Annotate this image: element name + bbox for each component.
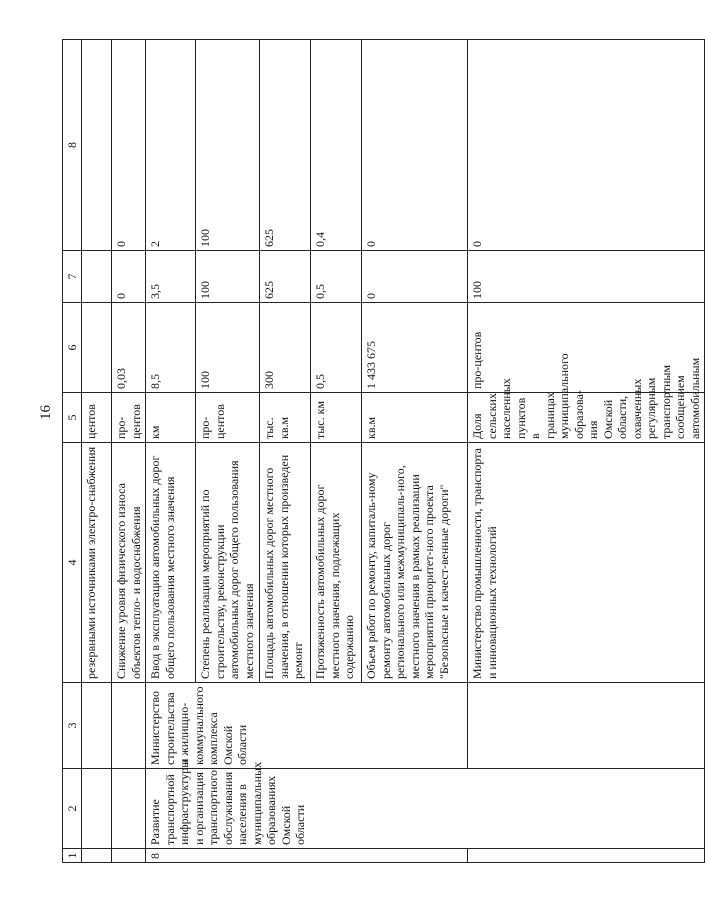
row-number-cell <box>112 849 146 863</box>
ministry-cell <box>82 683 112 769</box>
unit-cell: про-центов <box>112 393 146 443</box>
value-cell: 0 <box>362 40 468 251</box>
header-cell: 3 <box>63 683 82 769</box>
indicator-cell: Степень реализации мероприятий по строительству, реконструкции автомобильных дорог общего пользования местного значения <box>196 443 260 683</box>
page-number: 16 <box>38 405 54 420</box>
indicator-cell: Снижение уровня физического износа объектов тепло- и водоснабжения <box>112 443 146 683</box>
value-cell <box>82 303 112 393</box>
unit-cell: тыс. кв.м <box>260 393 311 443</box>
indicators-table <box>62 39 705 863</box>
value-cell: 625 <box>260 40 311 251</box>
value-cell: 3,5 <box>146 251 196 303</box>
header-row <box>63 40 82 863</box>
program-cell <box>468 683 705 769</box>
row-number-cell: 8 <box>146 849 468 863</box>
table-row <box>112 40 146 863</box>
program-cell: Развитие транспортной инфраструктуры и организация транспортного обслуживания населения в муниципальных образованиях Омской области <box>146 769 705 849</box>
header-cell: 8 <box>63 40 82 251</box>
unit-cell: тыс. км <box>311 393 362 443</box>
value-cell <box>82 251 112 303</box>
unit-cell: км <box>146 393 196 443</box>
indicator-cell: Площадь автомобильных дорог местного значения, в отношении которых произведен ремонт <box>260 443 311 683</box>
rotated-table-wrapper <box>62 40 702 863</box>
value-cell: 0 <box>112 40 146 251</box>
ministry-cell: Министерство промышленности, транспорта и инновационных технологий <box>468 443 705 683</box>
indicator-cell: резервными источниками электро-снабжения <box>82 443 112 683</box>
header-cell: 4 <box>63 443 82 683</box>
value-cell: 100 <box>196 251 260 303</box>
unit-cell: кв.м <box>362 393 468 443</box>
value-cell: 2 <box>146 40 196 251</box>
table-row <box>468 40 705 863</box>
value-cell: 0,4 <box>311 40 362 251</box>
value-cell: 8,5 <box>146 303 196 393</box>
ministry-cell: Министерство строительства и жилищно-коммунального комплекса Омской области <box>146 683 468 769</box>
value-cell: 0,5 <box>311 303 362 393</box>
value-cell: 100 <box>196 303 260 393</box>
header-cell: 5 <box>63 393 82 443</box>
value-cell: 625 <box>260 251 311 303</box>
value-cell: 0 <box>112 251 146 303</box>
indicator-cell: Ввод в эксплуатацию автомобильных дорог общего пользования местного значения <box>146 443 196 683</box>
unit-cell: про-центов <box>468 303 705 393</box>
indicator-cell: Доля сельских населенных пунктов в границах муниципального образова-ния Омской области, охваченных регулярным транспортным сообщением автомобильным <box>468 393 705 443</box>
value-cell: 0,5 <box>311 251 362 303</box>
header-cell: 1 <box>63 849 82 863</box>
header-cell: 6 <box>63 303 82 393</box>
value-cell: 1 433 675 <box>362 303 468 393</box>
value-cell: 0,03 <box>112 303 146 393</box>
value-cell: 100 <box>468 251 705 303</box>
ministry-cell <box>112 683 146 769</box>
value-cell <box>82 40 112 251</box>
value-cell: 300 <box>260 303 311 393</box>
header-cell: 7 <box>63 251 82 303</box>
value-cell: 100 <box>196 40 260 251</box>
header-cell: 2 <box>63 769 82 849</box>
unit-cell: про-центов <box>196 393 260 443</box>
table-row <box>146 40 196 863</box>
table-row <box>82 40 112 863</box>
program-cell <box>82 769 112 849</box>
unit-cell: центов <box>82 393 112 443</box>
indicator-cell: Объем работ по ремонту, капиталь-ному ремонту автомобильных дорог регионального или межмуниципаль-ного, местного значения в рамках реализации мероприятий приоритет-ного проекта "Безопасные и качест-венные дороги" <box>362 443 468 683</box>
value-cell: 0 <box>468 40 705 251</box>
indicator-cell: Протяженность автомобильных дорог местного значения, подлежащих содержанию <box>311 443 362 683</box>
value-cell: 0 <box>362 251 468 303</box>
program-cell <box>112 769 146 849</box>
row-number-cell <box>468 849 705 863</box>
row-number-cell <box>82 849 112 863</box>
